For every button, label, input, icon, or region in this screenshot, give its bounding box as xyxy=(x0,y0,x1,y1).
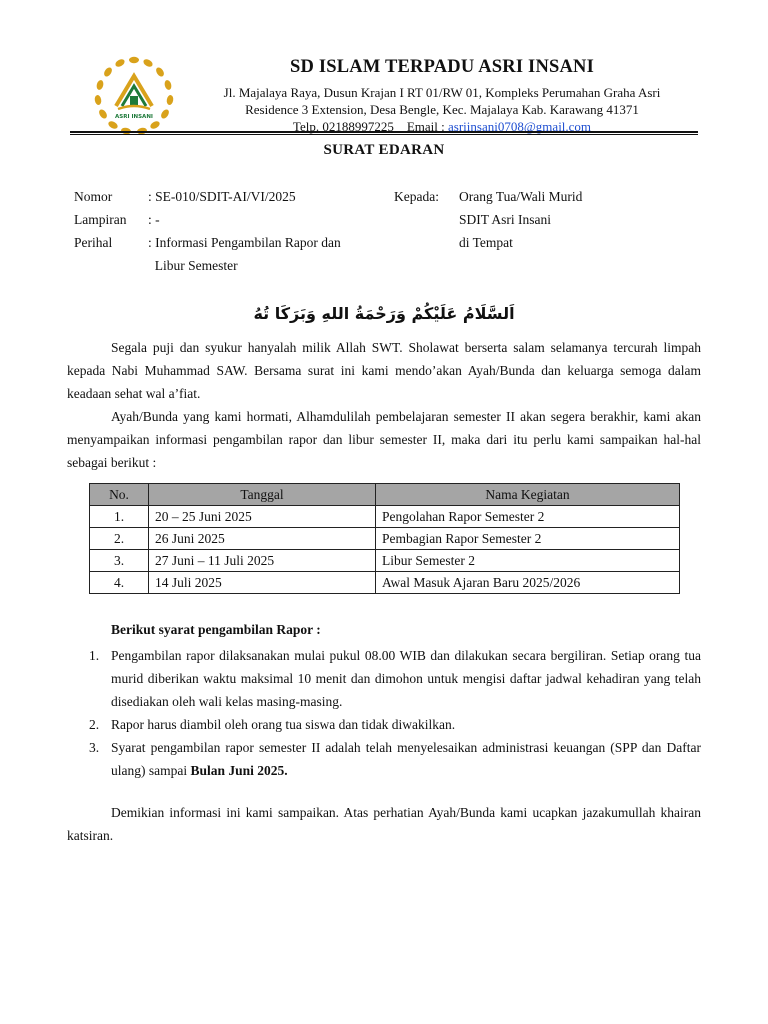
meta-value: : - xyxy=(148,212,160,227)
recipient-row xyxy=(394,208,694,231)
cell-no: 2. xyxy=(90,528,149,550)
document-title: SURAT EDARAN xyxy=(323,142,445,158)
school-name: SD ISLAM TERPADU ASRI INSANI xyxy=(289,57,595,77)
meta-value: Libur Semester xyxy=(148,258,238,273)
list-text: Syarat pengambilan rapor semester II adalah telah menyelesaikan administrasi keuangan (SPP dan Daftar ulang) sampai xyxy=(111,740,701,778)
meta-row-nomor xyxy=(74,185,394,208)
letterhead xyxy=(196,56,688,135)
salam-arabic: اَلسَّلَامُ عَلَيْكُمْ وَرَحْمَةُ اللهِ وَبَرَكَا تُهُ xyxy=(253,304,515,323)
email-link[interactable]: asriinsani0708@gmail.com xyxy=(448,119,592,134)
cell-date: 26 Juni 2025 xyxy=(149,528,376,550)
list-number: 3. xyxy=(89,740,100,755)
table-row xyxy=(90,528,680,550)
list-text: Pengambilan rapor dilaksanakan mulai pukul 08.00 WIB dan dilakukan secara bergiliran. Setiap orang tua murid diberikan waktu maksimal 10 menit dan dimohon untuk mengisi daftar jadwal kehadiran yang telah disediakan oleh wali kelas masing-masing. xyxy=(111,648,701,709)
meta-label xyxy=(74,254,148,277)
list-text-wrap xyxy=(111,736,701,782)
meta-value: : Informasi Pengambilan Rapor dan xyxy=(148,235,341,250)
cell-date: 14 Juli 2025 xyxy=(149,572,376,594)
paragraph-opening: Segala puji dan syukur hanyalah milik Allah SWT. Sholawat berserta salam selamanya tercurah limpah kepada Nabi Muhammad SAW. Bersama surat ini kami mendo’akan Ayah/Bunda dan keluarga semoga dalam keadaan sehat wal a’fiat. xyxy=(67,340,701,401)
column-header-no: No. xyxy=(90,484,149,506)
letterhead-rule-thick xyxy=(70,131,698,133)
email-label: Email : xyxy=(406,119,445,134)
list-text: Rapor harus diambil oleh orang tua siswa dan tidak diwakilkan. xyxy=(111,717,456,732)
column-header-activity: Nama Kegiatan xyxy=(376,484,680,506)
list-text-bold: Bulan Juni 2025. xyxy=(190,763,288,778)
meta-label: Nomor xyxy=(74,189,113,204)
paragraph-closing: Demikian informasi ini kami sampaikan. Atas perhatian Ayah/Bunda kami ucapkan jazakumullah khairan katsiran. xyxy=(67,805,701,843)
cell-date: 27 Juni – 11 Juli 2025 xyxy=(149,550,376,572)
address-line-1: Jl. Majalaya Raya, Dusun Krajan I RT 01/RW 01, Kompleks Perumahan Graha Asri xyxy=(223,85,661,100)
schedule-table xyxy=(89,483,680,594)
paragraph-intro: Ayah/Bunda yang kami hormati, Alhamdulilah pembelajaran semester II akan segera berakhir, kami akan menyampaikan informasi pengambilan rapor dan libur semester II, maka dari itu perlu kami sampaikan hal-hal sebagai berikut : xyxy=(67,409,701,470)
recipient-row xyxy=(394,185,694,208)
cell-no: 4. xyxy=(90,572,149,594)
letter-meta-left xyxy=(74,185,394,277)
meta-value: : SE-010/SDIT-AI/VI/2025 xyxy=(148,189,296,204)
meta-row-perihal-cont xyxy=(74,254,394,277)
meta-row-perihal xyxy=(74,231,394,254)
requirements-list xyxy=(67,644,701,782)
recipient-spacer xyxy=(394,231,459,254)
address-line-2: Residence 3 Extension, Desa Bengle, Kec. Majalaya Kab. Karawang 41371 xyxy=(245,102,639,117)
list-item xyxy=(67,644,701,713)
table-header-row xyxy=(90,484,680,506)
meta-row-lampiran xyxy=(74,208,394,231)
list-number: 1. xyxy=(89,648,100,663)
phone: Telp. 02188997225 xyxy=(292,119,394,134)
list-number: 2. xyxy=(89,717,100,732)
meta-label: Lampiran xyxy=(74,212,127,227)
table-row xyxy=(90,572,680,594)
table-row xyxy=(90,550,680,572)
recipient-label: Kepada: xyxy=(394,189,439,204)
recipient-line: di Tempat xyxy=(459,235,513,250)
meta-label: Perihal xyxy=(74,235,113,250)
cell-activity: Pengolahan Rapor Semester 2 xyxy=(376,506,680,528)
cell-no: 3. xyxy=(90,550,149,572)
school-logo xyxy=(92,54,176,138)
letter-recipient xyxy=(394,185,694,254)
recipient-spacer xyxy=(394,208,459,231)
cell-no: 1. xyxy=(90,506,149,528)
logo-caption: ASRI INSANI xyxy=(115,114,153,120)
recipient-row xyxy=(394,231,694,254)
cell-date: 20 – 25 Juni 2025 xyxy=(149,506,376,528)
list-item xyxy=(67,713,701,736)
table-row xyxy=(90,506,680,528)
cell-activity: Pembagian Rapor Semester 2 xyxy=(376,528,680,550)
requirements-title: Berikut syarat pengambilan Rapor : xyxy=(111,622,321,637)
cell-activity: Awal Masuk Ajaran Baru 2025/2026 xyxy=(376,572,680,594)
cell-activity: Libur Semester 2 xyxy=(376,550,680,572)
column-header-date: Tanggal xyxy=(149,484,376,506)
recipient-line: SDIT Asri Insani xyxy=(459,212,552,227)
list-item xyxy=(67,736,701,782)
letterhead-rule-thin xyxy=(70,134,698,135)
recipient-line: Orang Tua/Wali Murid xyxy=(459,189,583,204)
